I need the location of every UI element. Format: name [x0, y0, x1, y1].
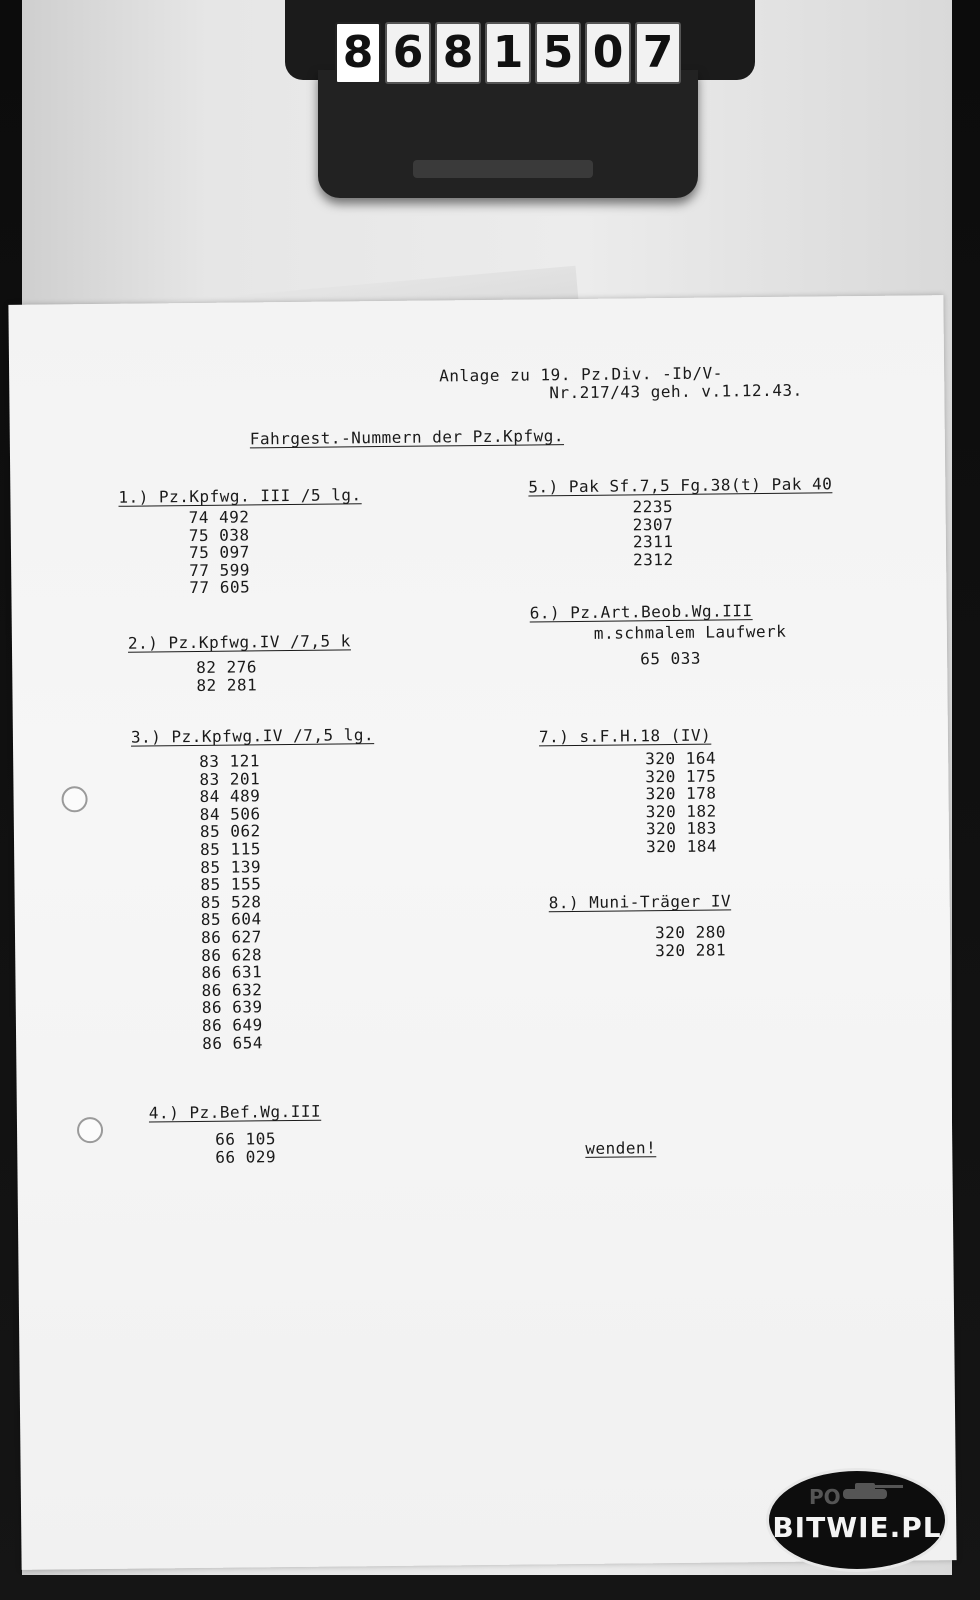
chassis-number: 2307: [632, 514, 674, 534]
tank-icon: [835, 1479, 905, 1503]
section-1-numbers: [189, 508, 251, 597]
publisher-logo: [766, 1468, 948, 1572]
section-4-heading: 4.) Pz.Bef.Wg.III: [148, 1101, 322, 1123]
turn-over-note: wenden!: [585, 1138, 657, 1158]
section-6-heading: 6.) Pz.Art.Beob.Wg.III: [529, 601, 753, 623]
section-5-numbers: [632, 498, 673, 569]
section-3-numbers: [199, 752, 263, 1052]
section-7-heading: 7.) s.F.H.18 (IV): [538, 725, 712, 747]
stamp-slot: [413, 160, 593, 178]
chassis-number: 86 632: [201, 980, 263, 1000]
chassis-number: 2312: [633, 549, 674, 570]
chassis-number: 77 605: [189, 577, 251, 598]
chassis-number: 85 062: [199, 821, 261, 842]
chassis-number: 77 599: [189, 560, 251, 580]
stamp-digit: 6: [385, 22, 431, 84]
chassis-number: 85 139: [200, 856, 262, 877]
chassis-number: 75 097: [188, 542, 250, 563]
numbering-stamp-body: [318, 70, 698, 198]
chassis-number: 65 033: [640, 648, 702, 669]
chassis-number: 320 184: [646, 836, 718, 857]
document-title: Fahrgest.-Nummern der Pz.Kpfwg.: [249, 426, 565, 449]
chassis-number: 320 183: [645, 818, 717, 839]
section-7-numbers: [645, 750, 717, 856]
punch-hole: [61, 786, 87, 812]
section-3-heading: 3.) Pz.Kpfwg.IV /7,5 lg.: [130, 725, 375, 747]
chassis-number: 320 280: [654, 922, 727, 943]
chassis-number: 320 281: [655, 940, 727, 960]
chassis-number: 2235: [632, 496, 674, 517]
chassis-number: 320 182: [645, 801, 717, 822]
stamp-digit: 8: [435, 22, 481, 84]
section-6-numbers: [640, 650, 701, 668]
header-line-1: Anlage zu 19. Pz.Div. -Ib/V-: [439, 363, 723, 386]
chassis-number: 86 649: [201, 1015, 263, 1035]
chassis-number: 320 164: [645, 748, 717, 769]
stamp-digit: 5: [535, 22, 581, 84]
chassis-number: 66 105: [215, 1129, 277, 1149]
chassis-number: 85 528: [200, 892, 262, 912]
chassis-number: 85 155: [200, 874, 262, 895]
section-2-numbers: [196, 658, 257, 694]
stamp-counter: [335, 22, 681, 84]
chassis-number: 320 178: [645, 783, 717, 804]
header-line-2: Nr.217/43 geh. v.1.12.43.: [549, 380, 803, 403]
chassis-number: 84 506: [199, 804, 261, 824]
section-5-heading: 5.) Pak Sf.7,5 Fg.38(t) Pak 40: [528, 474, 833, 497]
section-8-heading: 8.) Muni-Träger IV: [548, 891, 732, 913]
chassis-number: 74 492: [188, 507, 250, 528]
stamp-digit: 1: [485, 22, 531, 84]
punch-hole: [77, 1117, 103, 1143]
chassis-number: 83 121: [199, 751, 261, 771]
chassis-number: 2311: [632, 532, 674, 552]
chassis-number: 75 038: [188, 525, 250, 545]
logo-prefix: PO: [809, 1485, 841, 1509]
chassis-number: 86 627: [200, 927, 262, 947]
chassis-number: 82 276: [196, 657, 258, 677]
section-2-heading: 2.) Pz.Kpfwg.IV /7,5 k: [127, 631, 351, 653]
section-4-numbers: [215, 1130, 276, 1166]
chassis-number: 86 631: [201, 962, 263, 983]
logo-wordmark: BITWIE.PL: [772, 1511, 942, 1544]
chassis-number: 85 604: [200, 909, 262, 930]
chassis-number: 320 175: [645, 766, 717, 786]
chassis-number: 86 628: [201, 944, 263, 965]
section-6-subheading: m.schmalem Laufwerk: [593, 621, 787, 643]
chassis-number: 86 639: [201, 997, 263, 1018]
stamp-digit: 7: [635, 22, 681, 84]
chassis-number: 86 654: [202, 1032, 264, 1053]
section-8-numbers: [655, 923, 726, 959]
chassis-number: 85 115: [200, 839, 262, 859]
chassis-number: 82 281: [196, 674, 258, 695]
stamp-digit: 0: [585, 22, 631, 84]
document-sheet: [8, 295, 956, 1570]
chassis-number: 83 201: [199, 768, 261, 789]
section-1-heading: 1.) Pz.Kpfwg. III /5 lg.: [118, 485, 362, 507]
chassis-number: 66 029: [215, 1146, 277, 1167]
chassis-number: 84 489: [199, 786, 261, 807]
stamp-digit: 8: [335, 22, 381, 84]
